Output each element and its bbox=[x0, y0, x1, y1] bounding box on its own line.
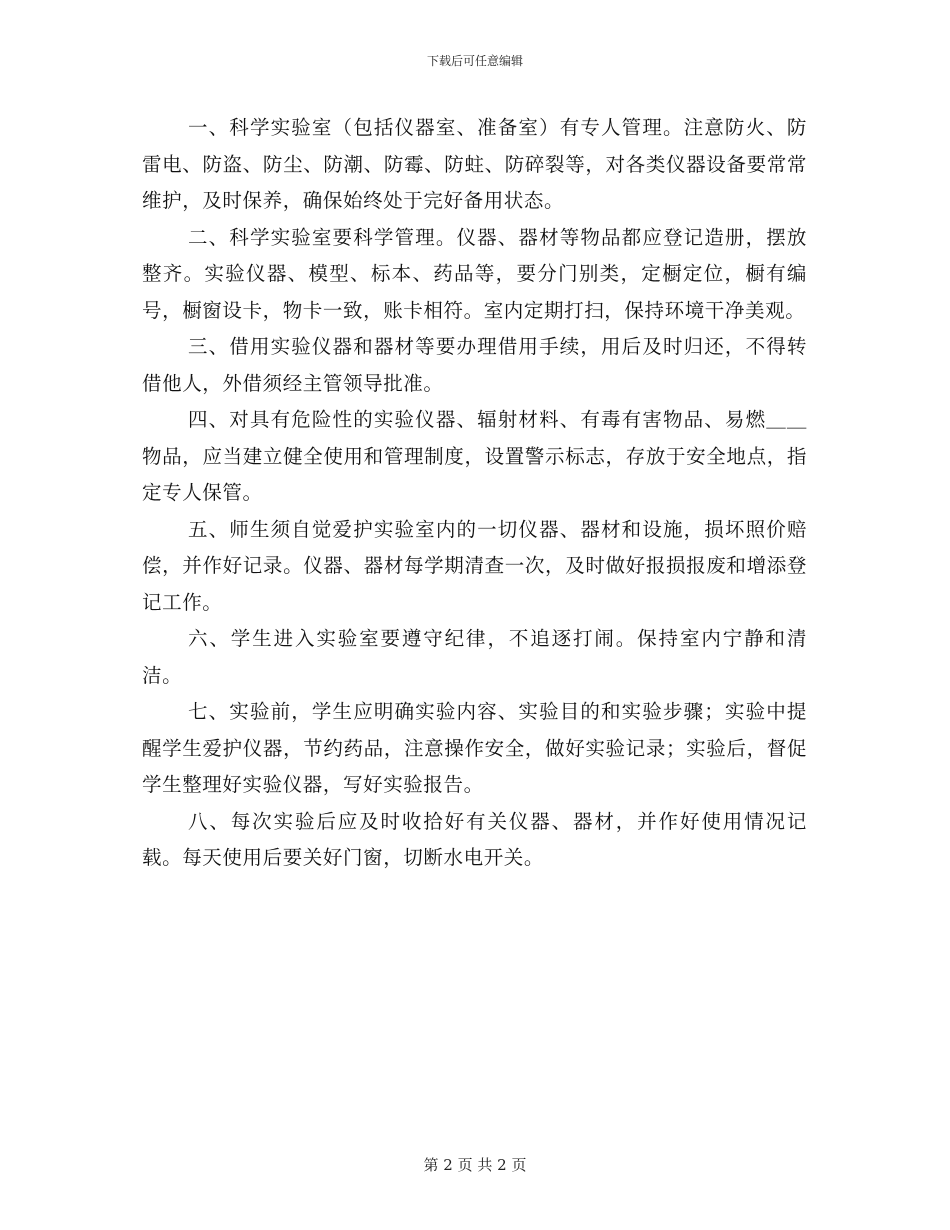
rule-paragraph-2: 二、科学实验室要科学管理。仪器、器材等物品都应登记造册，摆放整齐。实验仪器、模型、标本、药品等，要分门别类，定橱定位，橱有编号，橱窗设卡，物卡一致，账卡相符。室内定期打扫，保持环境干净美观。 bbox=[142, 225, 807, 322]
rule-paragraph-6: 六、学生进入实验室要遵守纪律，不追逐打闹。保持室内宁静和清洁。 bbox=[142, 627, 807, 687]
rule-paragraph-1: 一、科学实验室（包括仪器室、准备室）有专人管理。注意防火、防雷电、防盗、防尘、防潮、防霉、防蛀、防碎裂等，对各类仪器设备要常常维护，及时保养，确保始终处于完好备用状态。 bbox=[142, 116, 807, 212]
document-body bbox=[142, 110, 807, 877]
rule-paragraph-8: 八、每次实验后应及时收拾好有关仪器、器材，并作好使用情况记载。每天使用后要关好门窗，切断水电开关。 bbox=[142, 809, 807, 869]
rule-paragraph-4: 四、对具有危险性的实验仪器、辐射材料、有毒有害物品、易燃＿＿物品，应当建立健全使用和管理制度，设置警示标志，存放于安全地点，指定专人保管。 bbox=[142, 408, 807, 504]
rule-paragraph-5: 五、师生须自觉爱护实验室内的一切仪器、器材和设施，损坏照价赔偿，并作好记录。仪器、器材每学期清查一次，及时做好报损报废和增添登记工作。 bbox=[142, 517, 807, 614]
page-header: 下载后可任意编辑 bbox=[426, 54, 523, 68]
rule-paragraph-7: 七、实验前，学生应明确实验内容、实验目的和实验步骤；实验中提醒学生爱护仪器，节约药品，注意操作安全，做好实验记录；实验后，督促学生整理好实验仪器，写好实验报告。 bbox=[142, 700, 807, 796]
rule-paragraph-3: 三、借用实验仪器和器材等要办理借用手续，用后及时归还，不得转借他人，外借须经主管领导批准。 bbox=[142, 335, 807, 395]
page-number: 第 2 页 共 2 页 bbox=[423, 1156, 527, 1174]
